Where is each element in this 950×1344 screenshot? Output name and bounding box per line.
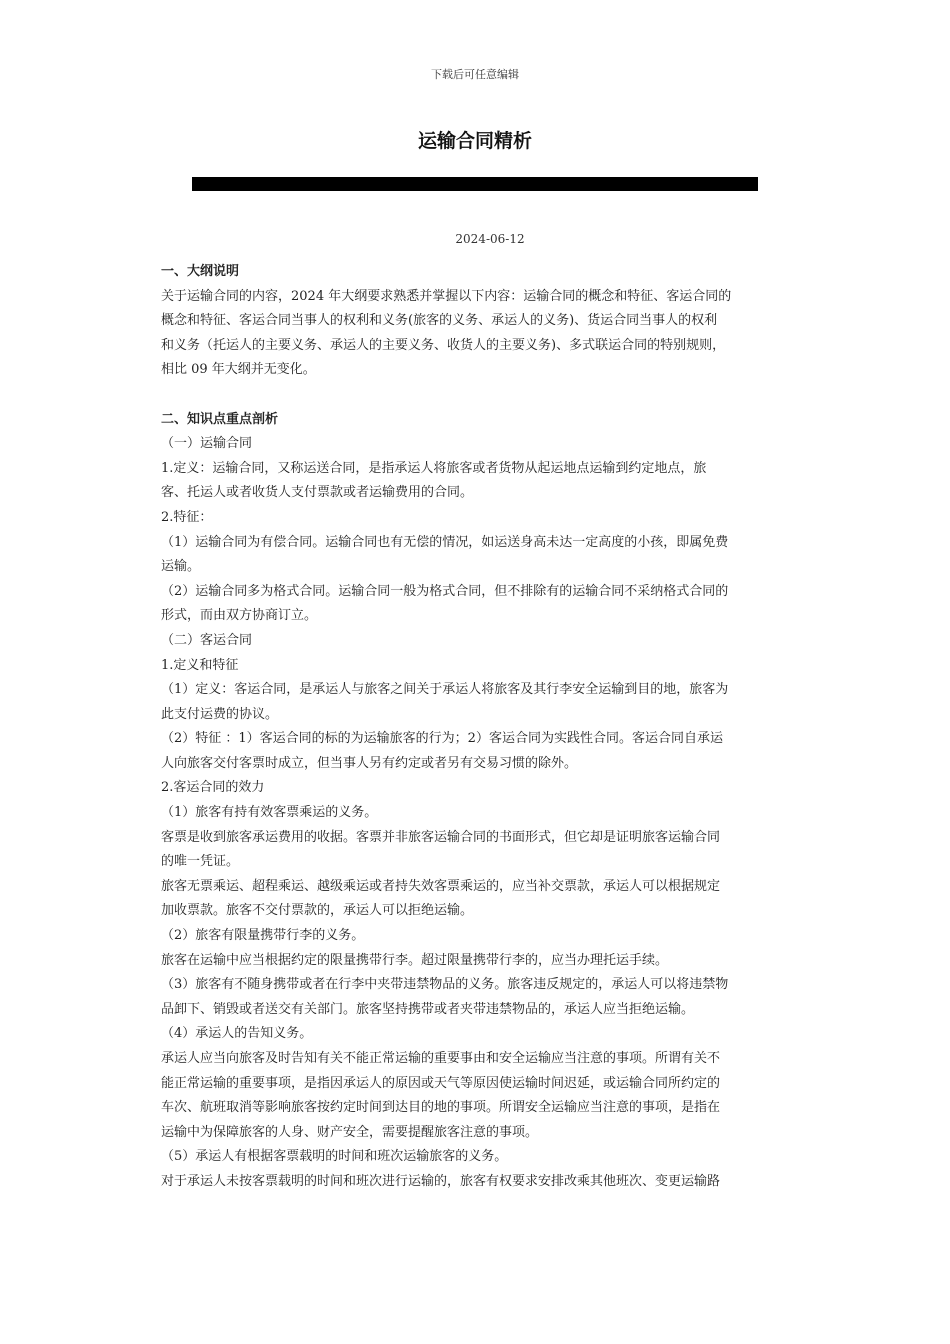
body-text-line: 旅客在运输中应当根据约定的限量携带行李。超过限量携带行李的，应当办理托运手续。	[161, 952, 669, 968]
body-text-line: （1）运输合同为有偿合同。运输合同也有无偿的情况，如运送身高未达一定高度的小孩，即属免费	[161, 534, 729, 550]
body-text-line: 2.客运合同的效力	[161, 780, 265, 796]
body-text-line: 的唯一凭证。	[161, 854, 240, 870]
body-text-line: 旅客无票乘运、超程乘运、越级乘运或者持失效客票乘运的，应当补交票款，承运人可以根据规定	[161, 878, 721, 894]
body-text-line: （1）定义：客运合同，是承运人与旅客之间关于承运人将旅客及其行李安全运输到目的地，旅客为	[161, 682, 729, 698]
section-heading: 二、知识点重点剖析	[161, 411, 279, 427]
body-text-line: 概念和特征、客运合同当事人的权利和义务(旅客的义务、承运人的义务)、货运合同当事人的权利	[161, 313, 718, 329]
body-text-line: 关于运输合同的内容，2024 年大纲要求熟悉并掌握以下内容：运输合同的概念和特征、客运合同的	[161, 288, 732, 304]
body-text-line: （4）承运人的告知义务。	[161, 1026, 313, 1042]
body-text-line: 承运人应当向旅客及时告知有关不能正常运输的重要事由和安全运输应当注意的事项。所谓有关不	[161, 1051, 721, 1066]
body-text-line: 和义务（托运人的主要义务、承运人的主要义务、收货人的主要义务)、多式联运合同的特别规则，	[161, 337, 726, 353]
body-text-line: 此支付运费的协议。	[161, 706, 279, 722]
body-text-line: 1.定义和特征	[161, 657, 239, 673]
body-text-line: 加收票款。旅客不交付票款的，承运人可以拒绝运输。	[161, 903, 474, 919]
body-text-line: 运输。	[161, 559, 201, 575]
document-title: 运输合同精析	[417, 130, 532, 152]
body-text-line: 客票是收到旅客承运费用的收据。客票并非旅客运输合同的书面形式，但它却是证明旅客运输合同	[161, 829, 721, 845]
body-text-line: （1）旅客有持有效客票乘运的义务。	[161, 805, 378, 821]
body-text-line: （2）旅客有限量携带行李的义务。	[161, 928, 365, 944]
body-text-line: 相比 09 年大纲并无变化。	[161, 362, 316, 378]
body-text-line: 1.定义：运输合同，又称运送合同，是指承运人将旅客或者货物从起运地点运输到约定地点，旅	[161, 460, 707, 476]
body-text-line: 2.特征：	[161, 509, 213, 525]
body-text-line: （2）特征 ：1）客运合同的标的为运输旅客的行为；2）客运合同为实践性合同。客运合同自承运	[161, 731, 723, 747]
body-text-line: 人向旅客交付客票时成立，但当事人另有约定或者另有交易习惯的除外。	[161, 755, 578, 771]
document-date: 2024-06-12	[455, 232, 525, 246]
body-text-line: 品卸下、销毁或者送交有关部门。旅客坚持携带或者夹带违禁物品的，承运人应当拒绝运输。	[161, 1001, 695, 1017]
body-text-line: （二）客运合同	[161, 632, 253, 648]
body-text-line: 客、托运人或者收货人支付票款或者运输费用的合同。	[161, 485, 474, 501]
body-text-line: （一）运输合同	[161, 436, 253, 452]
document-body	[161, 260, 791, 1195]
body-text-line: 车次、航班取消等影响旅客按约定时间到达目的地的事项。所谓安全运输应当注意的事项，是指在	[161, 1100, 721, 1116]
body-text-line: （5）承运人有根据客票载明的时间和班次运输旅客的义务。	[161, 1149, 508, 1165]
top-note: 下载后可任意编辑	[431, 68, 519, 81]
section-spacer	[161, 383, 791, 408]
body-text-line: 能正常运输的重要事项，是指因承运人的原因或天气等原因使运输时间迟延，或运输合同所约定的	[161, 1075, 721, 1091]
title-divider-bar	[192, 177, 758, 191]
body-text-line: 对于承运人未按客票载明的时间和班次进行运输的，旅客有权要求安排改乘其他班次、变更运输路	[161, 1173, 721, 1189]
body-text-line: （3）旅客有不随身携带或者在行李中夹带违禁物品的义务。旅客违反规定的，承运人可以将违禁物	[161, 977, 729, 993]
body-text-line: （2）运输合同多为格式合同。运输合同一般为格式合同，但不排除有的运输合同不采纳格式合同的	[161, 583, 729, 599]
section-heading: 一、大纲说明	[161, 264, 240, 279]
body-text-line: 形式，而由双方协商订立。	[161, 608, 318, 624]
body-text-line: 运输中为保障旅客的人身、财产安全，需要提醒旅客注意的事项。	[161, 1124, 539, 1140]
